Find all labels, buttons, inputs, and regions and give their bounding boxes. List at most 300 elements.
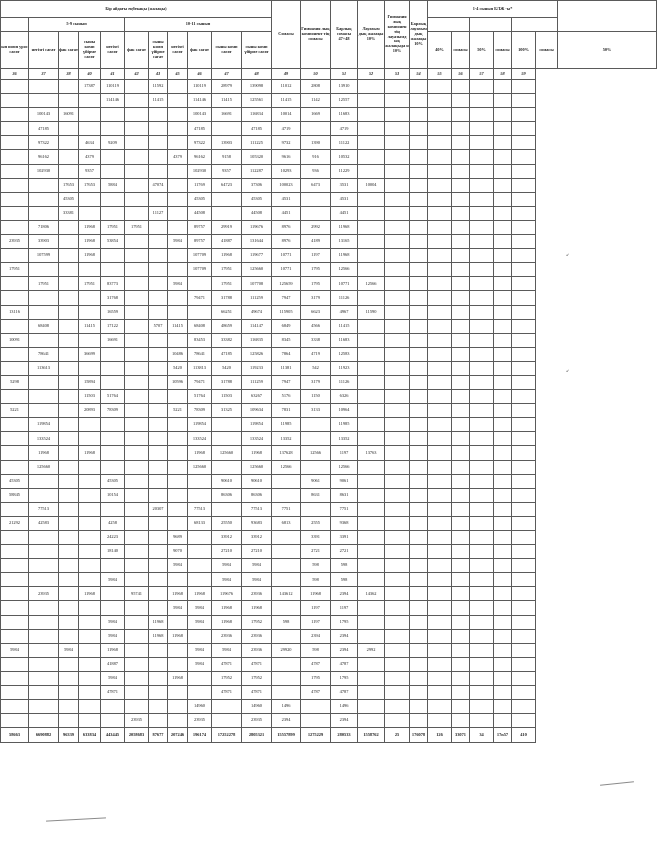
table-cell: 11968 [79,220,101,234]
table-cell [410,714,428,728]
table-cell: 1795 [301,671,331,685]
table-cell: 5984 [242,559,272,573]
table-cell [1,206,29,220]
table-cell [494,601,512,615]
table-cell [410,460,428,474]
table-cell [470,277,494,291]
table-cell [59,502,79,516]
pencil-tick-2: ↙ [566,368,570,373]
table-cell: 27210 [212,545,242,559]
table-cell: 4719 [301,347,331,361]
table-cell: 5176 [272,390,301,404]
table-cell [410,700,428,714]
table-cell: 41887 [101,657,125,671]
colnum-36: 36 [1,69,29,80]
table-cell: 47871 [101,686,125,700]
table-cell: 116835 [242,333,272,347]
table-cell: 11968 [168,629,188,643]
table-cell [494,347,512,361]
total-cell: 96339 [59,728,79,743]
table-cell: 11415 [331,319,358,333]
table-cell: 1150 [301,390,331,404]
table-cell [125,559,149,573]
table-cell [168,474,188,488]
table-cell [149,432,168,446]
table-cell [410,545,428,559]
table-cell [59,263,79,277]
table-cell: 17952 [212,671,242,685]
table-cell [512,136,536,150]
table-cell: 20893 [79,404,101,418]
table-cell: 1142 [301,94,331,108]
table-cell: 11985 [331,418,358,432]
table-cell [512,460,536,474]
table-cell [59,150,79,164]
table-cell [512,432,536,446]
table-cell [410,235,428,249]
table-cell [149,220,168,234]
table-cell: 45305 [188,192,212,206]
table-cell: 4531 [272,192,301,206]
table-cell [385,291,410,305]
table-cell: 68408 [29,319,59,333]
table-cell: 64723 [212,178,242,192]
table-cell: 11122 [331,136,358,150]
header-col-0: ып иомп урос сагат [1,32,29,69]
table-cell: 5984 [1,643,29,657]
table-cell [149,531,168,545]
table-cell: 1795 [331,615,358,629]
table-cell [59,573,79,587]
table-cell [125,122,149,136]
table-cell [428,643,452,657]
table-cell [428,277,452,291]
table-cell: 5984 [188,657,212,671]
table-cell: 77513 [242,502,272,516]
table-cell [125,686,149,700]
table-cell [428,291,452,305]
total-cell: 633834 [79,728,101,743]
table-cell: 2555 [301,516,331,530]
table-cell [494,488,512,502]
table-cell [358,390,385,404]
table-cell: 11968 [149,615,168,629]
table-cell [149,136,168,150]
table-cell [1,319,29,333]
table-cell [385,629,410,643]
table-cell [301,714,331,728]
table-cell [512,629,536,643]
table-cell [410,263,428,277]
table-cell: 1197 [331,601,358,615]
table-cell: 4379 [79,150,101,164]
table-cell [494,657,512,671]
table-cell [358,235,385,249]
colnum-45: 45 [168,69,188,80]
table-cell [149,643,168,657]
table-cell [452,192,470,206]
table-cell: 10486 [168,347,188,361]
table-cell [29,686,59,700]
table-cell [452,615,470,629]
table-cell: 23935 [188,714,212,728]
table-cell [428,94,452,108]
table-cell: 3338 [301,333,331,347]
table-cell: 11968 [331,220,358,234]
table-cell [1,559,29,573]
table-cell [1,164,29,178]
table-cell [168,643,188,657]
table-cell [29,375,59,389]
table-cell [470,545,494,559]
table-cell: 598 [331,573,358,587]
table-cell [428,418,452,432]
table-cell [512,305,536,319]
table-cell [470,502,494,516]
table-cell [1,601,29,615]
table-cell [79,488,101,502]
table-cell: 131644 [242,235,272,249]
table-cell: 119854 [188,418,212,432]
table-cell [168,460,188,474]
table-cell [512,601,536,615]
table-cell [452,150,470,164]
header-col-3: сыны комп үйірме сагат [79,32,101,69]
table-row [1,714,657,728]
table-cell: 17653 [59,178,79,192]
table-cell [188,277,212,291]
table-cell: 110119 [101,80,125,94]
table-cell: 9061 [331,474,358,488]
table-cell: 119854 [242,418,272,432]
table-cell [358,404,385,418]
table-cell [385,136,410,150]
table-cell: 47185 [242,122,272,136]
table-cell [272,573,301,587]
table-cell [188,573,212,587]
table-cell [470,418,494,432]
table-cell [125,601,149,615]
table-cell [470,615,494,629]
table-cell: 78309 [188,404,212,418]
table-cell [1,446,29,460]
table-cell [29,333,59,347]
table-cell [428,249,452,263]
table-cell [452,531,470,545]
table-cell [149,277,168,291]
table-cell [494,531,512,545]
table-cell [29,601,59,615]
table-cell: 111259 [242,291,272,305]
table-cell [188,531,212,545]
header-col-18: сомасы [452,32,470,69]
table-cell [301,460,331,474]
table-cell [29,404,59,418]
table-cell [101,150,125,164]
header-col-1: негізгі сагат [29,32,59,69]
table-cell [79,291,101,305]
table-cell: 18140 [101,545,125,559]
table-cell: 11968 [301,587,331,601]
table-cell [1,108,29,122]
colnum-50: 50 [301,69,331,80]
table-cell [168,700,188,714]
table-cell [168,263,188,277]
header-band-top [1,1,657,18]
table-cell [101,502,125,516]
table-cell: 4787 [331,657,358,671]
table-cell: 33381 [59,206,79,220]
table-cell [470,629,494,643]
table-cell [494,178,512,192]
table-cell [79,545,101,559]
colnum-42: 42 [125,69,149,80]
table-cell: 14960 [242,700,272,714]
table-cell: 5984 [59,643,79,657]
table-cell: 3133 [301,404,331,418]
table-cell [272,545,301,559]
table-cell [428,136,452,150]
colnum-59: 59 [512,69,536,80]
table-cell [168,432,188,446]
table-cell: 23935 [125,714,149,728]
table-cell: 10154 [101,488,125,502]
table-cell [452,545,470,559]
table-cell [29,390,59,404]
table-cell [1,587,29,601]
table-cell [168,333,188,347]
table-cell [168,249,188,263]
table-cell: 11592 [149,80,168,94]
table-cell: 2721 [331,545,358,559]
table-cell [410,573,428,587]
table-cell [59,488,79,502]
table-cell [59,446,79,460]
table-cell [29,263,59,277]
table-cell [125,206,149,220]
table-cell [452,122,470,136]
table-cell [125,474,149,488]
table-cell: 15894 [79,375,101,389]
table-cell [428,220,452,234]
table-cell: 12583 [331,347,358,361]
header-gymnasium-position-10: Гимназия лық компонен тің лауазымд ық жалақыда н 10% [385,1,410,69]
table-cell: 25550 [212,516,242,530]
table-cell [1,94,29,108]
table-cell [212,432,242,446]
table-cell [410,601,428,615]
table-cell [385,220,410,234]
table-cell [452,361,470,375]
header-total-sum: Сомасы [272,1,301,69]
table-cell: 29920 [272,643,301,657]
table-cell [125,671,149,685]
table-cell [428,390,452,404]
table-cell: 11968 [188,587,212,601]
colnum-43: 43 [149,69,168,80]
table-cell [452,671,470,685]
table-cell [125,178,149,192]
table-cell [59,686,79,700]
table-cell [452,657,470,671]
table-cell [452,80,470,94]
table-cell: 78641 [188,347,212,361]
table-cell [385,516,410,530]
table-cell [358,714,385,728]
table-cell: 9209 [101,136,125,150]
colnum-41: 41 [101,69,125,80]
table-cell: 9070 [168,545,188,559]
table-cell [385,531,410,545]
table-cell [470,488,494,502]
table-cell [452,164,470,178]
table-cell [358,122,385,136]
table-row [1,559,657,573]
table-cell: 2721 [301,545,331,559]
total-cell: 1275229 [301,728,331,743]
table-cell [428,559,452,573]
table-cell [149,671,168,685]
total-cell: 126 [428,728,452,743]
table-cell [168,94,188,108]
table-cell [470,601,494,615]
table-cell: 10964 [331,404,358,418]
table-cell [470,714,494,728]
table-cell [125,347,149,361]
table-cell [428,333,452,347]
table-cell: 6326 [331,390,358,404]
table-cell [168,178,188,192]
table-cell [301,700,331,714]
table-cell [494,446,512,460]
table-cell [410,686,428,700]
table-cell [452,446,470,460]
table-cell: 125660 [242,263,272,277]
table-cell: 143612 [272,587,301,601]
total-cell: 33071 [452,728,470,743]
colnum-38: 38 [59,69,79,80]
table-cell [410,671,428,685]
table-cell: 8631 [301,488,331,502]
table-cell: 125660 [212,446,242,460]
table-cell [29,305,59,319]
table-cell [79,122,101,136]
table-cell [149,601,168,615]
table-cell [470,559,494,573]
table-cell: 11968 [168,587,188,601]
table-cell [168,220,188,234]
table-cell [79,108,101,122]
header-col-2: фак сагат [59,32,79,69]
table-cell [452,559,470,573]
table-cell [1,700,29,714]
table-cell [470,192,494,206]
table-cell: 116834 [242,108,272,122]
table-cell [212,122,242,136]
table-cell [410,404,428,418]
table-cell: 86306 [212,488,242,502]
table-cell [149,347,168,361]
table-cell: 33903 [29,235,59,249]
table-cell [452,474,470,488]
table-cell [410,122,428,136]
table-cell [125,249,149,263]
table-cell: 71806 [29,220,59,234]
header-col-17: 40% [428,32,452,69]
table-cell: 5984 [168,235,188,249]
table-cell: 1197 [331,446,358,460]
table-cell [470,700,494,714]
header-col-19: 50% [470,32,494,69]
table-cell [410,206,428,220]
table-cell [494,291,512,305]
table-cell [1,432,29,446]
table-cell [512,235,536,249]
table-cell [168,192,188,206]
table-cell [358,460,385,474]
table-cell [272,474,301,488]
table-cell: 4719 [272,122,301,136]
table-row [1,531,657,545]
table-cell: 2992 [301,220,331,234]
colnum-46: 46 [188,69,212,80]
table-cell [410,615,428,629]
table-cell: 1795 [301,277,331,291]
table-cell [149,488,168,502]
table-cell [385,714,410,728]
table-cell: 10293 [272,164,301,178]
table-cell: 31788 [212,375,242,389]
table-cell [410,108,428,122]
table-cell: 114146 [101,94,125,108]
table-cell: 11126 [331,375,358,389]
table-cell: 119677 [242,249,272,263]
table-cell: 5984 [168,277,188,291]
table-cell: 936 [301,164,331,178]
table-cell: 11968 [188,446,212,460]
table-cell [410,432,428,446]
table-cell [452,206,470,220]
table-cell [125,164,149,178]
table-cell [512,657,536,671]
table-cell: 7751 [272,502,301,516]
table-cell [428,671,452,685]
table-cell [410,559,428,573]
table-cell [168,502,188,516]
table-cell: 4787 [301,686,331,700]
table-cell [168,488,188,502]
table-cell: 111259 [242,375,272,389]
table-cell: 13763 [358,446,385,460]
table-cell: 5221 [168,404,188,418]
table-cell [385,460,410,474]
header-col-6: сыны комп үйірме сагат [149,32,168,69]
table-cell [149,150,168,164]
table-row [1,657,657,671]
table-cell: 4787 [301,657,331,671]
table-cell [149,474,168,488]
header-col-8: фак сагат [188,32,212,69]
table-cell [410,192,428,206]
colnum-57: 57 [470,69,494,80]
table-cell [452,587,470,601]
table-cell [385,249,410,263]
table-cell [149,192,168,206]
table-cell: 11968 [101,643,125,657]
table-cell [470,333,494,347]
table-cell: 115905 [272,305,301,319]
table-cell: 8631 [331,488,358,502]
